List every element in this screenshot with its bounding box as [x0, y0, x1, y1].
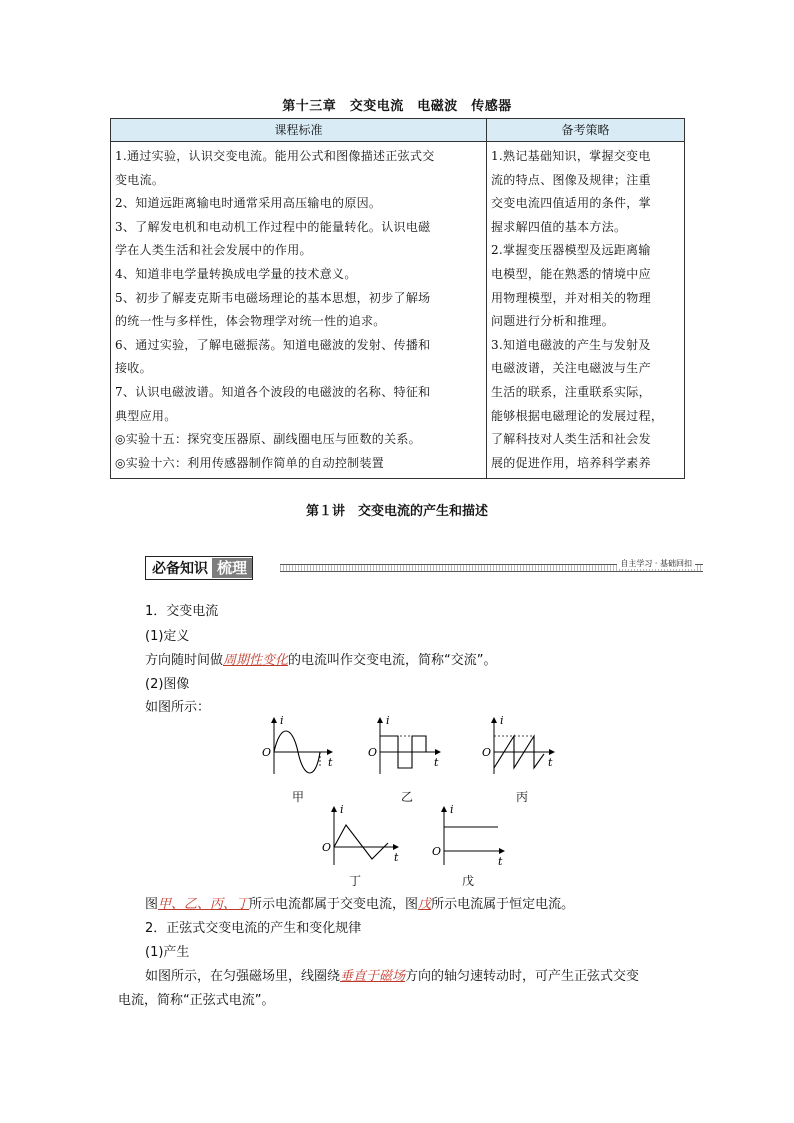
summary-text: 所示电流都属于交变电流，图: [249, 897, 419, 912]
curriculum-table: [110, 118, 685, 479]
banner-label-main: 必备知识: [152, 561, 208, 577]
standards-line: 典型应用。: [115, 408, 177, 423]
strategy-line: 用物理模型，并对相关的物理: [491, 290, 651, 305]
standards-line: ◎实验十六：利用传感器制作简单的自动控制装置: [115, 455, 385, 470]
standards-line: 变电流。: [115, 172, 165, 187]
origin-label: O: [432, 845, 442, 858]
banner-tag: 自主学习 · 基础回扣: [617, 558, 695, 569]
origin-label: O: [262, 746, 272, 759]
lesson-title: 第１讲 交变电流的产生和描述: [305, 504, 488, 519]
standards-line: ◎实验十五：探究变压器原、副线圈电压与匝数的关系。: [115, 432, 421, 447]
strategy-line: 2.掌握变压器模型及远距离输: [491, 243, 651, 258]
definition-text: 方向随时间做: [145, 653, 224, 668]
standards-line: 1.通过实验，认识交变电流。能用公式和图像描述正弦式交: [115, 149, 435, 163]
strategy-line: 生活的联系，注重联系实际，: [491, 384, 651, 399]
paragraph-emphasis: 垂直于磁场: [340, 969, 406, 984]
axis-t-label: t: [328, 756, 333, 769]
banner-label-box: [145, 556, 253, 580]
axis-t-label: t: [434, 756, 439, 769]
summary-text: 所示电流属于恒定电流。: [431, 897, 575, 912]
strategy-line: 问题进行分析和推理。: [491, 314, 615, 329]
chapter-title: 第十三章 交变电流 电磁波 传感器: [282, 99, 512, 114]
axis-i-label: i: [386, 714, 390, 727]
axis-t-label: t: [394, 851, 399, 864]
strategy-line: 流的特点、图像及规律；注重: [491, 172, 651, 187]
strategy-line: 能够根据电磁理论的发展过程，: [491, 408, 664, 423]
table-header-strategy: 备考策略: [487, 119, 685, 142]
strategy-line: 交变电流四值适用的条件，掌: [491, 196, 651, 211]
banner-label-highlight: 梳理: [212, 558, 252, 578]
origin-label: O: [368, 746, 378, 759]
standards-line: 2、知道远距离输电时通常采用高压输电的原因。: [115, 196, 382, 211]
definition-paragraph: [145, 649, 497, 668]
paragraph-text: 如图所示，在匀强磁场里，线圈绕: [145, 969, 341, 984]
standards-line: 的统一性与多样性，体会物理学对统一性的追求。: [115, 314, 386, 329]
paragraph-text: 方向的轴匀速转动时，可产生正弦式交变: [405, 969, 640, 984]
axis-i-label: i: [280, 714, 284, 727]
standards-line: 学在人类生活和社会发展中的作用。: [115, 243, 312, 258]
graph-label-yi: 乙: [401, 790, 414, 804]
table-header-standards: 课程标准: [111, 119, 487, 142]
strategy-line: 握求解四值的基本方法。: [491, 219, 627, 234]
graph-label-bing: 丙: [516, 790, 529, 804]
standards-line: 接收。: [115, 361, 152, 376]
strategy-line: 展的促进作用，培养科学素养: [491, 455, 651, 470]
standards-line: 4、知道非电学量转换成电学量的技术意义。: [115, 266, 357, 281]
section1-sub-graphs: (2)图像: [145, 677, 190, 692]
graph-triangle-wave: [322, 803, 406, 867]
section1-sub-definition: (1)定义: [145, 629, 190, 644]
origin-label: O: [322, 841, 332, 854]
axis-i-label: i: [450, 803, 454, 816]
standards-line: 7、认识电磁波谱。知道各个波段的电磁波的名称、特征和: [115, 384, 431, 399]
graph-sine: [262, 714, 342, 776]
section2-heading: 2．正弦式交变电流的产生和变化规律: [145, 921, 362, 936]
graph-sawtooth: [482, 714, 562, 776]
summary-emphasis: 戊: [418, 897, 432, 912]
standards-line: 6、通过实验，了解电磁振荡。知道电磁波的发射、传播和: [115, 337, 431, 352]
section1-heading: 1．交变电流: [145, 604, 219, 619]
production-paragraph-line2: 电流，简称“正弦式电流”。: [118, 993, 275, 1008]
standards-cell: [111, 142, 487, 479]
origin-label: O: [482, 746, 492, 759]
strategy-line: 了解科技对人类生活和社会发: [491, 432, 651, 447]
graph-label-jia: 甲: [292, 790, 305, 804]
section2-sub-production: (1)产生: [145, 945, 190, 960]
graph-constant-current: [432, 803, 512, 867]
definition-emphasis: 周期性变化: [223, 653, 289, 668]
strategy-cell: [487, 142, 685, 479]
axis-i-label: i: [500, 714, 504, 727]
strategy-line: 电模型，能在熟悉的情境中应: [491, 266, 651, 281]
graph-summary: [145, 893, 574, 912]
production-paragraph: [145, 965, 639, 984]
graph-label-ding: 丁: [349, 874, 362, 888]
standards-line: 3、了解发电机和电动机工作过程中的能量转化。认识电磁: [115, 219, 431, 234]
axis-i-label: i: [340, 803, 344, 816]
figure-intro: 如图所示：: [145, 700, 211, 715]
strategy-line: 3.知道电磁波的产生与发射及: [491, 337, 651, 352]
strategy-line: 1.熟记基础知识，掌握交变电: [491, 149, 651, 163]
summary-emphasis: 甲、乙、丙、丁: [158, 897, 250, 912]
standards-line: 5、初步了解麦克斯韦电磁场理论的基本思想，初步了解场: [115, 290, 431, 305]
summary-text: 图: [145, 897, 159, 912]
axis-t-label: t: [498, 855, 503, 867]
section-banner: [145, 556, 703, 578]
graph-square-wave: [368, 714, 448, 776]
strategy-line: 电磁波谱，关注电磁波与生产: [491, 361, 651, 376]
axis-t-label: t: [548, 756, 553, 769]
graph-label-wu: 戊: [462, 874, 475, 888]
definition-text: 的电流叫作交变电流，简称“交流”。: [288, 653, 497, 668]
